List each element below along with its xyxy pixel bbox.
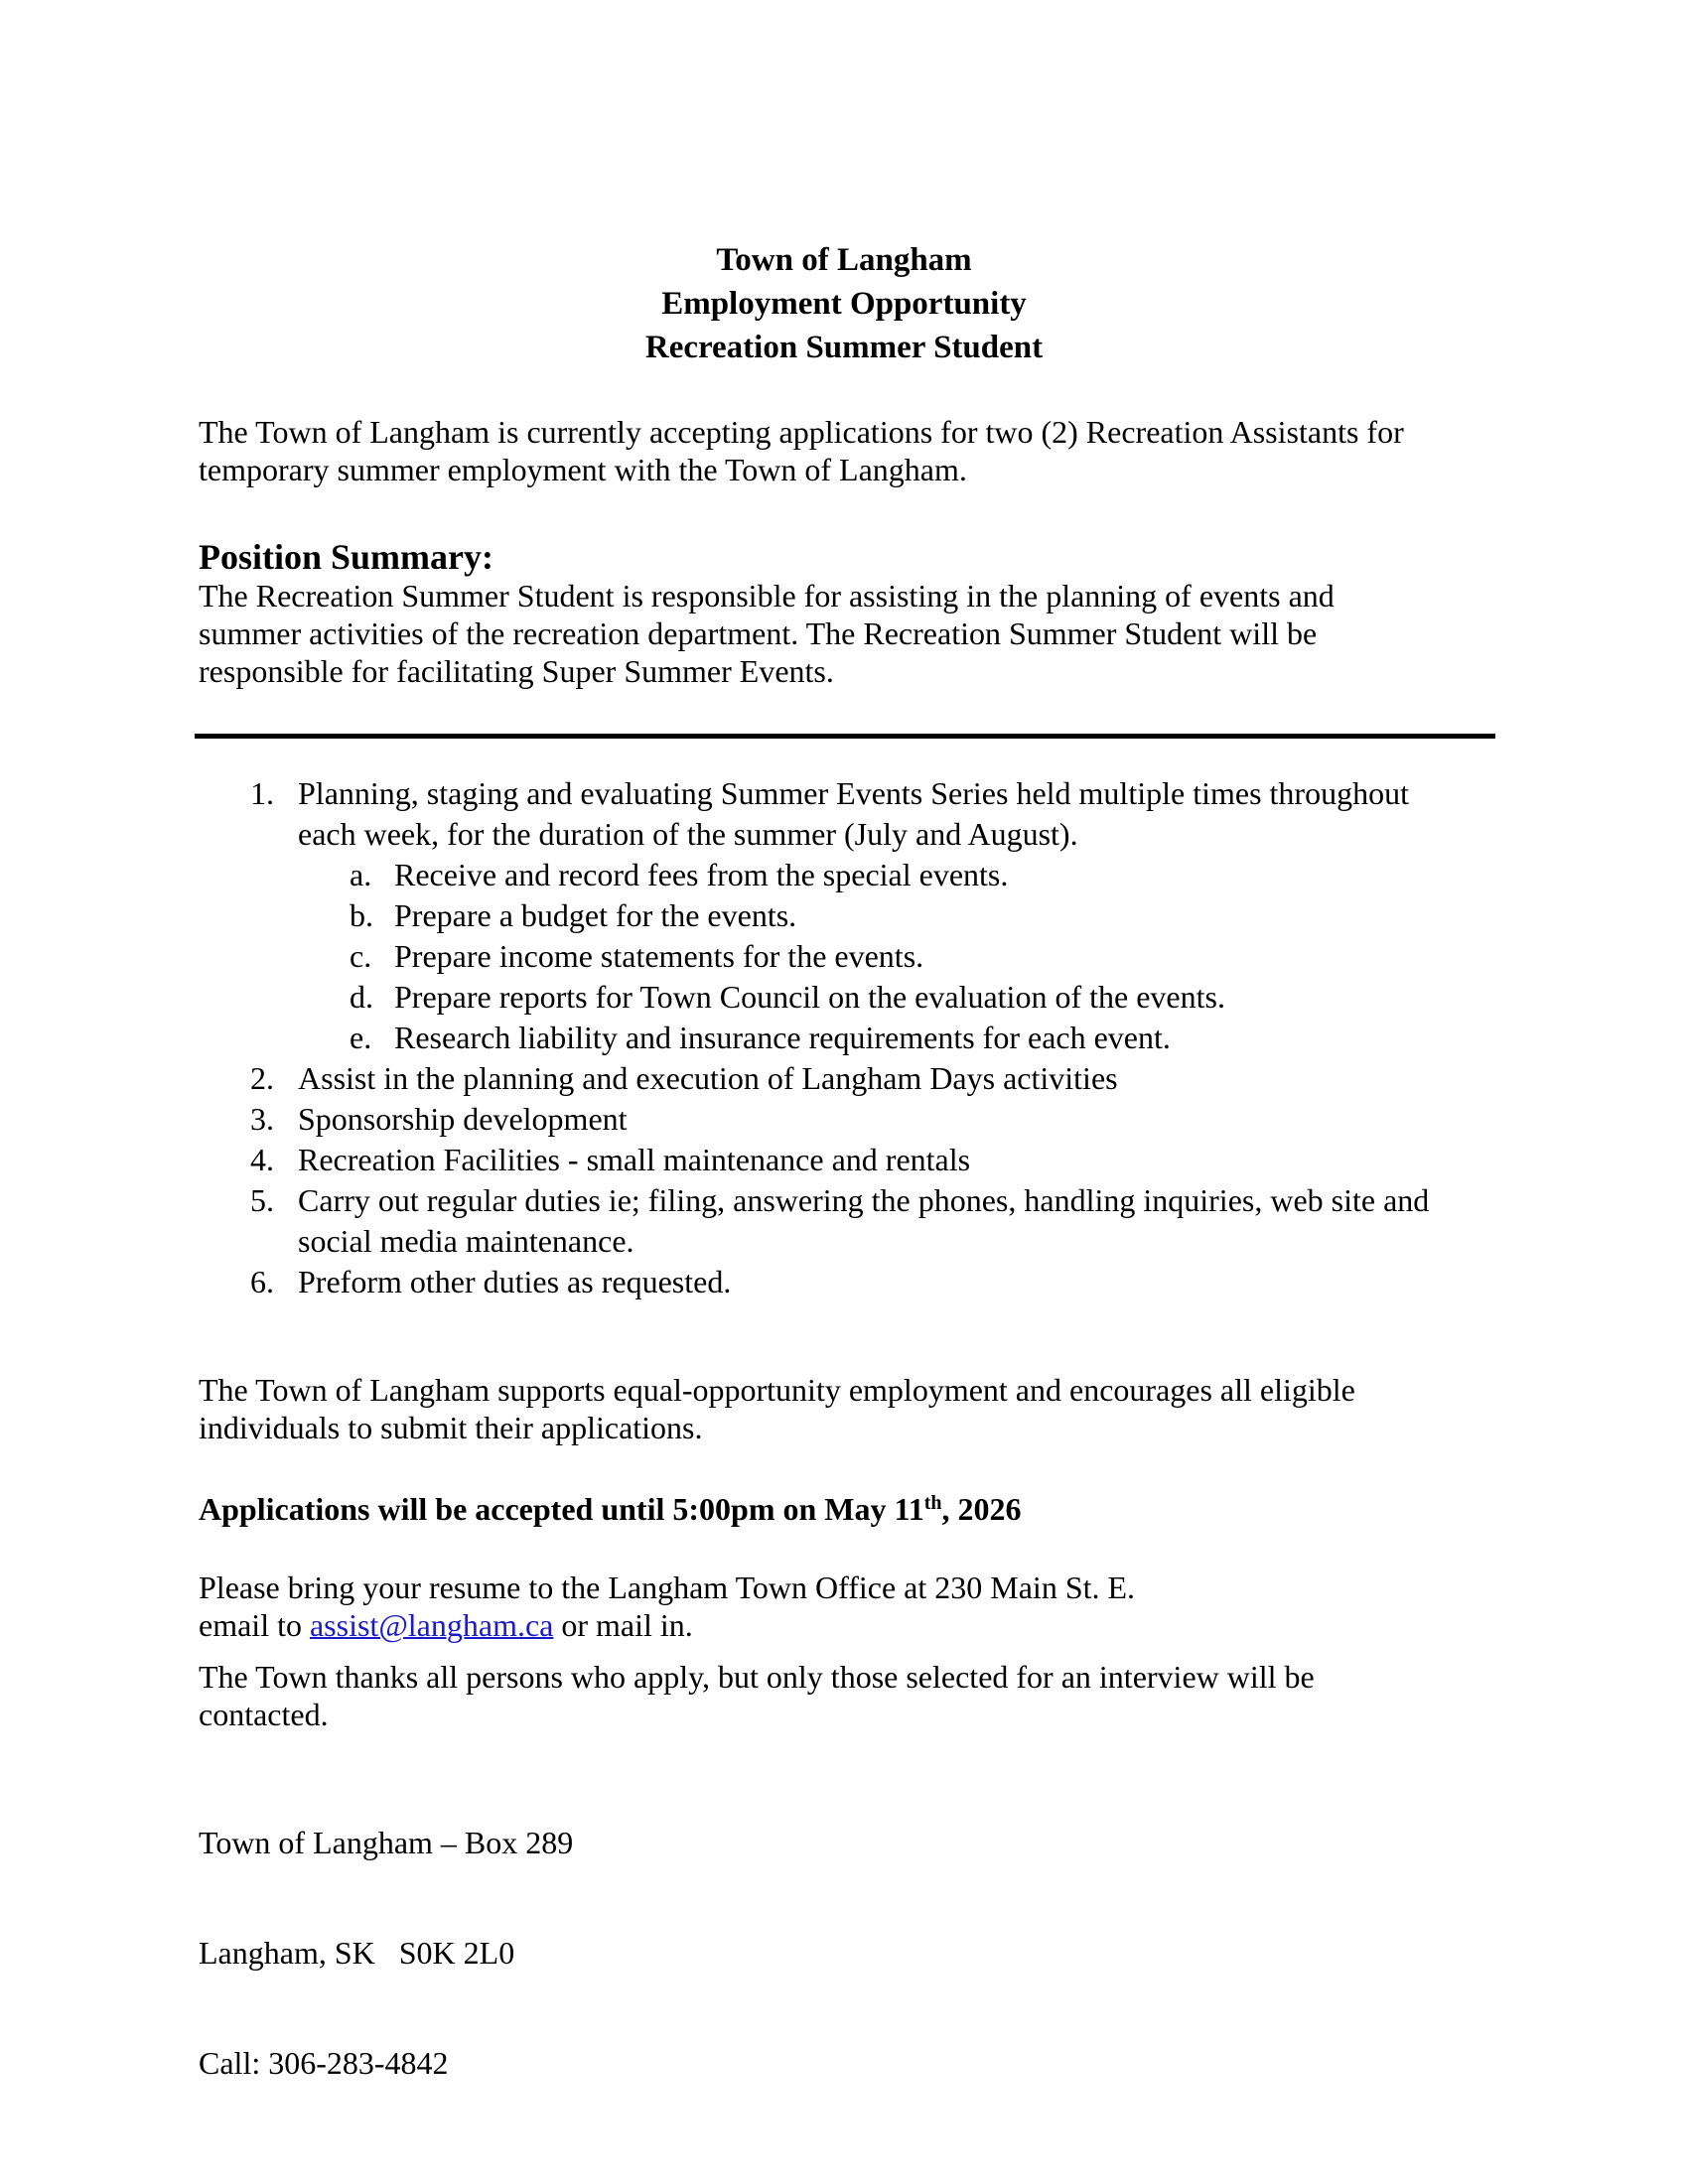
duty-subitem-d	[0, 977, 1688, 1018]
title-line-employment: Employment Opportunity	[661, 286, 1027, 322]
title-line-position: Recreation Summer Student	[644, 330, 1044, 365]
duty-item-4	[0, 1140, 1688, 1180]
deadline-ordinal-suffix: th	[923, 1492, 942, 1514]
address-line-phone: Call: 306-283-4842	[199, 2045, 449, 2081]
duty-item-3	[0, 1099, 1688, 1140]
subitem-letter: b.	[350, 897, 373, 933]
duty-number: 4.	[250, 1142, 274, 1177]
duty-text-continued: each week, for the duration of the summer (July and August).	[298, 816, 1078, 852]
subitem-letter: d.	[350, 979, 373, 1015]
duty-item-1	[0, 773, 1688, 855]
deadline-text: Applications will be accepted until 5:00pm on May 11	[199, 1491, 924, 1527]
submission-paragraph	[199, 1569, 1509, 1644]
document-title	[0, 238, 1688, 369]
position-summary-heading: Position Summary:	[199, 537, 493, 577]
duty-number: 3.	[250, 1101, 274, 1137]
duty-text: Preform other duties as requested.	[298, 1264, 732, 1299]
subitem-text: Prepare reports for Town Council on the evaluation of the events.	[394, 979, 1225, 1015]
intro-paragraph	[199, 413, 1509, 488]
summary-line: summer activities of the recreation department. The Recreation Summer Student will be	[199, 615, 1318, 651]
equal-opportunity-line: individuals to submit their applications.	[199, 1410, 703, 1445]
horizontal-divider	[195, 734, 1495, 739]
thanks-line: contacted.	[199, 1697, 329, 1732]
subitem-text: Receive and record fees from the special events.	[394, 857, 1009, 892]
duty-number: 6.	[250, 1264, 274, 1299]
position-summary-paragraph	[199, 577, 1509, 690]
duty-text: Carry out regular duties ie; filing, answering the phones, handling inquiries, web site and	[298, 1182, 1430, 1218]
email-prefix: email to	[199, 1607, 310, 1643]
duty-subitem-a	[0, 855, 1688, 895]
duty-item-5	[0, 1180, 1688, 1262]
email-suffix: or mail in.	[553, 1607, 693, 1643]
contact-address	[199, 1751, 1509, 2155]
summary-line: The Recreation Summer Student is responsible for assisting in the planning of events and	[199, 578, 1335, 614]
title-line-town: Town of Langham	[716, 242, 972, 278]
address-line-city: Langham, SK S0K 2L0	[199, 1935, 515, 1971]
subitem-letter: a.	[350, 857, 372, 892]
duty-text: Planning, staging and evaluating Summer Events Series held multiple times throughout	[298, 775, 1409, 811]
duty-text-continued: social media maintenance.	[298, 1223, 634, 1259]
submission-line: Please bring your resume to the Langham Town Office at 230 Main St. E.	[199, 1570, 1136, 1605]
equal-opportunity-line: The Town of Langham supports equal-opportunity employment and encourages all eligible	[199, 1372, 1355, 1408]
thanks-paragraph	[199, 1658, 1509, 1733]
duties-list	[0, 773, 1688, 1302]
subitem-text: Prepare income statements for the events.	[394, 938, 924, 974]
address-line-box: Town of Langham – Box 289	[199, 1825, 574, 1860]
thanks-line: The Town thanks all persons who apply, but only those selected for an interview will be	[199, 1659, 1315, 1695]
duty-item-2	[0, 1058, 1688, 1099]
duty-subitem-e	[0, 1018, 1688, 1058]
duty-number: 2.	[250, 1060, 274, 1096]
intro-line: The Town of Langham is currently accepting applications for two (2) Recreation Assistants for	[199, 414, 1404, 450]
intro-line: temporary summer employment with the Town of Langham.	[199, 452, 967, 487]
summary-line: responsible for facilitating Super Summer Events.	[199, 653, 834, 689]
duty-subitem-b	[0, 895, 1688, 936]
duty-text: Recreation Facilities - small maintenance and rentals	[298, 1142, 971, 1177]
subitem-text: Prepare a budget for the events.	[394, 897, 797, 933]
duty-text: Assist in the planning and execution of Langham Days activities	[298, 1060, 1118, 1096]
duty-number: 1.	[250, 775, 274, 811]
duty-text: Sponsorship development	[298, 1101, 628, 1137]
application-deadline	[199, 1490, 1509, 1528]
subitem-text: Research liability and insurance requirements for each event.	[394, 1020, 1171, 1055]
duty-number: 5.	[250, 1182, 274, 1218]
duty-item-6	[0, 1262, 1688, 1302]
deadline-year: , 2026	[941, 1491, 1022, 1527]
equal-opportunity-paragraph	[199, 1371, 1509, 1446]
subitem-letter: c.	[350, 938, 372, 974]
subitem-letter: e.	[350, 1020, 372, 1055]
email-link[interactable]: assist@langham.ca	[309, 1607, 554, 1643]
submission-email-line	[199, 1606, 1509, 1644]
duty-subitem-c	[0, 936, 1688, 977]
